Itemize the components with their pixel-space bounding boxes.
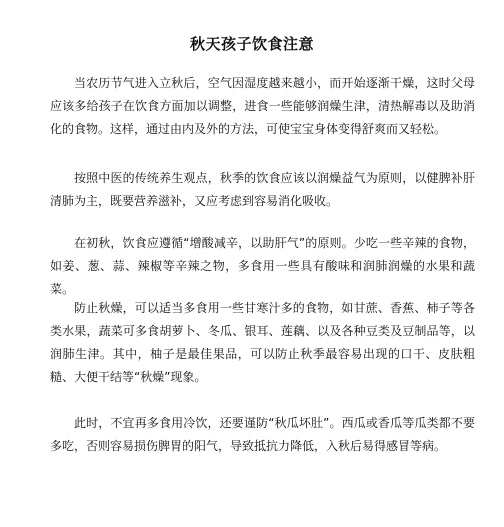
paragraph-3: 在初秋，饮食应遵循“增酸减辛，以助肝气”的原则。少吃一些辛辣的食物，如姜、葱、蒜、辣椒等辛辣之物，多食用一些具有酸味和润肺润燥的水果和蔬菜。 xyxy=(50,236,475,296)
paragraph-4: 防止秋燥，可以适当多食用一些甘寒汁多的食物，如甘蔗、香蕉、柿子等各类水果，蔬菜可多食胡萝卜、冬瓜、银耳、莲藕、以及各种豆类及豆制品等，以润肺生津。其中，柚子是最佳果品，可以防止秋季最容易出现的口干、皮肤粗糙、大便干结等“秋燥”现象。 xyxy=(50,301,475,384)
paragraph-2: 按照中医的传统养生观点，秋季的饮食应该以润燥益气为原则，以健脾补肝清肺为主，既要营养滋补，又应考虑到容易消化吸收。 xyxy=(50,171,475,208)
paragraph-1: 当农历节气进入立秋后，空气因湿度越来越小，而开始逐渐干燥，这时父母应该多给孩子在饮食方面加以调整，进食一些能够润燥生津，清热解毒以及助消化的食物。这样，通过由内及外的方法，可使宝宝身体变得舒爽而又轻松。 xyxy=(50,76,475,136)
paragraph-5: 此时，不宜再多食用冷饮，还要谨防“秋瓜坏肚”。西瓜或香瓜等瓜类都不要多吃，否则容易损伤脾胃的阳气，导致抵抗力降低，入秋后易得感冒等病。 xyxy=(50,416,475,453)
article-title: 秋天孩子饮食注意 xyxy=(189,35,314,53)
